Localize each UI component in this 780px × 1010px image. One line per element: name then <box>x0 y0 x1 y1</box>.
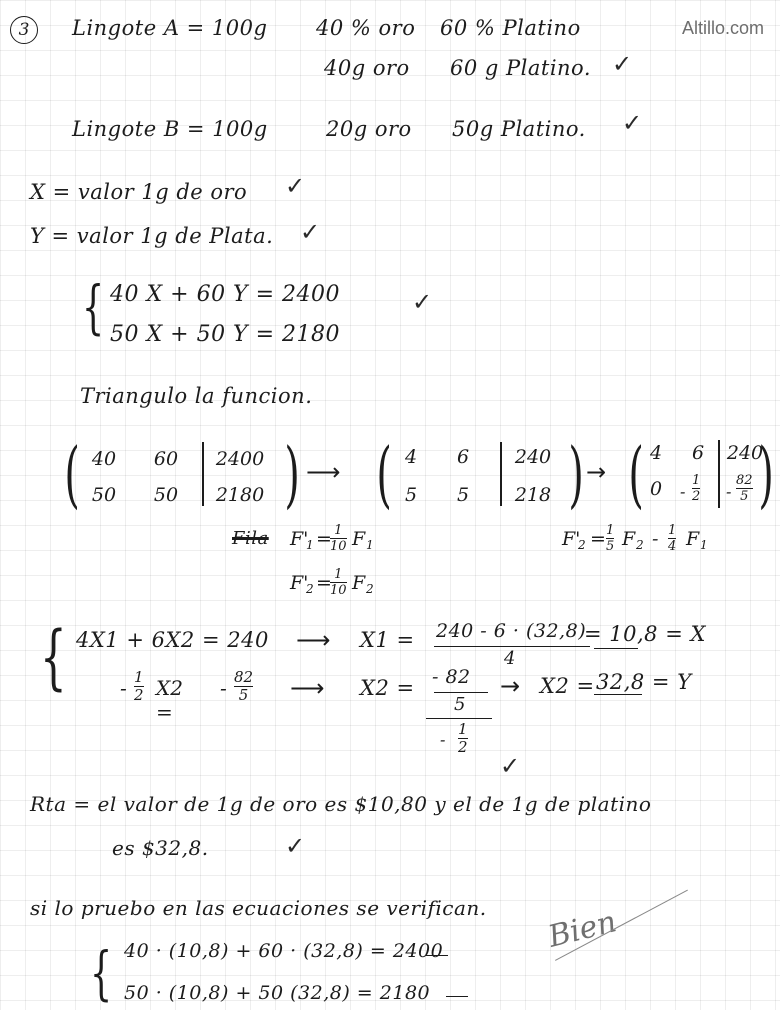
arrow-icon: → <box>586 458 607 486</box>
x2-mid: 5 <box>454 694 466 715</box>
matrix1-e: 50 <box>153 484 179 506</box>
row-op1-left: F' <box>290 528 309 550</box>
problem-number: 3 <box>10 16 38 44</box>
row-op3-mid-sub: 2 <box>636 538 644 552</box>
answer-line1: Rta = el valor de 1g de oro es $10,80 y el de 1g de platino <box>30 792 652 816</box>
system-brace: { <box>82 273 105 341</box>
matrix2-d: 5 <box>404 484 418 506</box>
matrix3-e-prefix: - <box>680 482 686 501</box>
row-op3-left: F' <box>562 528 581 550</box>
lingote-a-gold-pct: 40 % oro <box>316 16 416 40</box>
matrix3-e-den: 2 <box>692 489 701 504</box>
row-op1-right-sub: 1 <box>366 538 374 552</box>
row-op3-eq: = <box>590 528 606 550</box>
row-op3-b-den: 4 <box>668 539 677 554</box>
x2-bot-num: 1 <box>458 720 468 738</box>
row-op2-num: 1 <box>334 567 343 582</box>
x1-numerator: 240 - 6 · (32,8) <box>436 620 587 642</box>
x2-bot-prefix: - <box>440 730 446 749</box>
lingote-a-gold: 40g oro <box>324 56 410 80</box>
matrix1-paren-right: ) <box>284 432 300 516</box>
row-op3-right-sub: 1 <box>700 538 708 552</box>
eq2-right-prefix: - <box>220 676 227 700</box>
matrix3-paren-right: ) <box>758 432 774 516</box>
matrix2-paren-right: ) <box>568 432 584 516</box>
row-op-crossed: Fila <box>232 528 269 549</box>
row-op3-a-den: 5 <box>606 539 615 554</box>
var-y-definition: Y = valor 1g de Plata. <box>30 224 274 248</box>
verify-eq1: 40 · (10,8) + 60 · (32,8) = 2400 <box>124 940 444 962</box>
row-op3-sub: 2 <box>578 538 586 552</box>
answer-line2: es $32,8. <box>112 836 209 860</box>
row-op3-mid: F <box>622 528 636 550</box>
row-op1-den: 10 <box>330 539 347 554</box>
lingote-b-plat: 50g Platino. <box>452 117 586 141</box>
matrix3-f-num: 82 <box>736 473 753 488</box>
system-eq2: 50 X + 50 Y = 2180 <box>110 322 340 347</box>
matrix1-a: 40 <box>91 448 117 470</box>
x1-underline <box>594 648 638 649</box>
x1-fraction-line <box>434 646 590 647</box>
matrix3-bar <box>718 440 720 508</box>
eq2-left-num: 1 <box>134 668 144 686</box>
verify-dash-1 <box>426 955 448 956</box>
matrix1-d: 50 <box>91 484 117 506</box>
row-op2-sub: 2 <box>306 582 314 596</box>
x1-label: X1 = <box>360 628 415 652</box>
eq2-left-den: 2 <box>134 686 144 704</box>
matrix2-c: 240 <box>514 446 552 468</box>
row-op2-left: F' <box>290 572 309 594</box>
watermark: Altillo.com <box>681 18 764 38</box>
row-op1-num: 1 <box>334 523 343 538</box>
arrow-icon: ⟶ <box>296 626 331 654</box>
solve-eq1: 4X1 + 6X2 = 240 <box>76 628 269 652</box>
matrix1-c: 2400 <box>215 448 265 470</box>
row-op2-den: 10 <box>330 583 347 598</box>
lingote-a-plat: 60 g Platino. <box>450 56 592 80</box>
check-mark-icon: ✓ <box>612 50 633 78</box>
x2-bot-den: 2 <box>458 738 468 756</box>
matrix3-b: 6 <box>691 442 705 464</box>
x2-top: - 82 <box>432 666 471 688</box>
x1-denominator: 4 <box>504 648 516 669</box>
x2-result-label: X2 = <box>540 674 595 698</box>
check-mark-icon: ✓ <box>300 218 321 246</box>
x2-underline <box>594 694 642 695</box>
var-x-definition: X = valor 1g de oro <box>30 180 248 204</box>
row-op2-right-sub: 2 <box>366 582 374 596</box>
row-op2-right: F <box>352 572 366 594</box>
row-op3-right: F <box>686 528 700 550</box>
x2-line-1 <box>434 692 488 693</box>
arrow-icon: → <box>500 672 521 700</box>
arrow-icon: ⟶ <box>290 674 325 702</box>
matrix1-b: 60 <box>153 448 179 470</box>
arrow-icon: ⟶ <box>306 458 341 486</box>
check-mark-icon: ✓ <box>500 752 521 780</box>
row-op3-b-num: 1 <box>668 523 677 538</box>
matrix3-d: 0 <box>649 478 663 500</box>
lingote-a-label: Lingote A = 100g <box>72 16 268 40</box>
row-op3-minus: - <box>652 528 659 550</box>
matrix2-b: 6 <box>456 446 470 468</box>
matrix2-e: 5 <box>456 484 470 506</box>
lingote-b-label: Lingote B = 100g <box>72 117 268 141</box>
x2-label: X2 = <box>360 676 415 700</box>
matrix3-e-num: 1 <box>692 473 701 488</box>
matrix2-a: 4 <box>404 446 418 468</box>
row-op1-eq: = <box>316 528 332 550</box>
row-op3-a-num: 1 <box>606 523 615 538</box>
matrix3-paren-left: ( <box>628 432 644 516</box>
row-op2-eq: = <box>316 572 332 594</box>
check-mark-icon: ✓ <box>412 288 433 316</box>
matrix1-paren-left: ( <box>64 432 80 516</box>
check-mark-icon: ✓ <box>622 109 643 137</box>
eq2-left-var: X2 = <box>156 676 183 724</box>
triangulo-text: Triangulo la funcion. <box>80 384 313 408</box>
matrix2-paren-left: ( <box>376 432 392 516</box>
verify-dash-2 <box>446 996 468 997</box>
check-mark-icon: ✓ <box>285 832 306 860</box>
matrix1-f: 2180 <box>215 484 265 506</box>
teacher-signature: Bien <box>544 904 620 955</box>
matrix2-f: 218 <box>514 484 552 506</box>
verify-brace: { <box>90 939 113 1007</box>
matrix3-f-prefix: - <box>726 482 732 501</box>
solve-brace: { <box>40 616 67 698</box>
system-eq1: 40 X + 60 Y = 2400 <box>110 282 340 307</box>
matrix1-bar <box>202 442 204 506</box>
matrix3-f-den: 5 <box>740 489 749 504</box>
eq2-right-den: 5 <box>238 686 249 704</box>
eq2-left-prefix: - <box>120 676 127 700</box>
x2-line-2 <box>426 718 492 719</box>
verify-eq2: 50 · (10,8) + 50 (32,8) = 2180 <box>124 982 431 1004</box>
eq2-right-num: 82 <box>234 668 254 686</box>
lingote-a-plat-pct: 60 % Platino <box>440 16 581 40</box>
row-op1-sub: 1 <box>306 538 314 552</box>
lingote-b-gold: 20g oro <box>326 117 412 141</box>
check-mark-icon: ✓ <box>285 172 306 200</box>
verify-intro: si lo pruebo en las ecuaciones se verifican. <box>30 896 487 920</box>
x1-result: = 10,8 = X <box>584 622 706 646</box>
row-op1-right: F <box>352 528 366 550</box>
matrix3-a: 4 <box>649 442 663 464</box>
matrix3-c: 240 <box>726 442 764 464</box>
matrix2-bar <box>500 442 502 506</box>
x2-result: 32,8 = Y <box>596 670 692 694</box>
